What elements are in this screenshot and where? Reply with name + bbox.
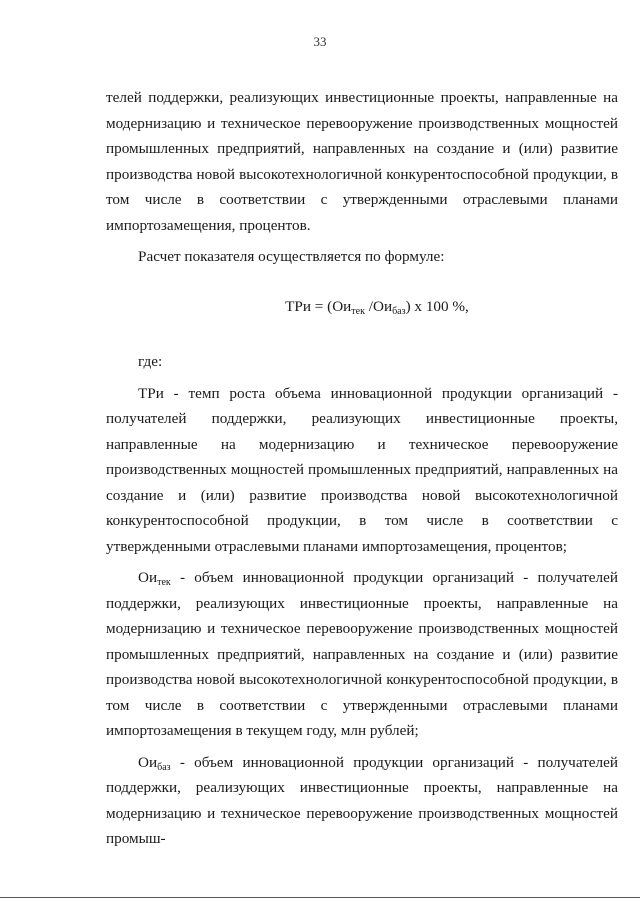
formula-subscript-current: тек: [351, 305, 365, 317]
formula-divider: /Ои: [364, 297, 393, 315]
document-body: [106, 85, 618, 852]
page-number: 33: [313, 34, 327, 49]
definition-current: [106, 565, 618, 744]
paragraph-formula-intro: Расчет показателя осуществляется по формуле:: [138, 248, 445, 265]
paragraph-continuation: телей поддержки, реализующих инвестиционные проекты, направленные на модернизацию и техническое перевооружение производственных мощностей промышленных предприятий, направленных на создание и (или) развитие производства новой высокотехнологичной конкурентоспособной продукции, в том числе в соответствии с утвержденными отраслевыми планами импортозамещения, процентов.: [106, 89, 618, 234]
definition-base-symbol: Ои: [138, 753, 158, 771]
formula-subscript-base: баз: [392, 305, 406, 317]
definition-base-subscript: баз: [157, 761, 171, 773]
where-label: где:: [138, 353, 163, 370]
formula-rhs: ) x 100 %,: [405, 297, 469, 315]
definition-current-symbol: Ои: [138, 569, 158, 586]
page-bottom-edge: [0, 897, 640, 898]
formula-lhs: ТРи = (Ои: [285, 297, 352, 315]
formula: [106, 294, 618, 320]
definition-current-text: - объем инновационной продукции организаций - получателей поддержки, реализующих инвестиционные проекты, направленные на модернизацию и техническое перевооружение производственных мощностей промышленных предприятий, направленных на создание и (или) развитие производства новой высокотехнологичной конкурентоспособной продукции, в том числе в соответствии с утвержденными отраслевыми планами импортозамещения в текущем году, млн рублей;: [106, 569, 618, 739]
definition-current-subscript: тек: [157, 577, 171, 588]
definition-tri: ТРи - темп роста объема инновационной продукции организаций - получателей поддержки, реализующих инвестиционные проекты, направленные на модернизацию и техническое перевооружение производственных мощностей промышленных предприятий, направленных на создание и (или) развитие производства новой высокотехнологичной конкурентоспособной продукции, в том числе в соответствии с утвержденными отраслевыми планами импортозамещения, процентов;: [106, 384, 618, 555]
definition-base: [106, 750, 618, 852]
definition-base-text: - объем инновационной продукции организаций - получателей поддержки, реализующих инвестиционные проекты, направленные на модернизацию и техническое перевооружение производственных мощностей промыш-: [106, 753, 618, 847]
